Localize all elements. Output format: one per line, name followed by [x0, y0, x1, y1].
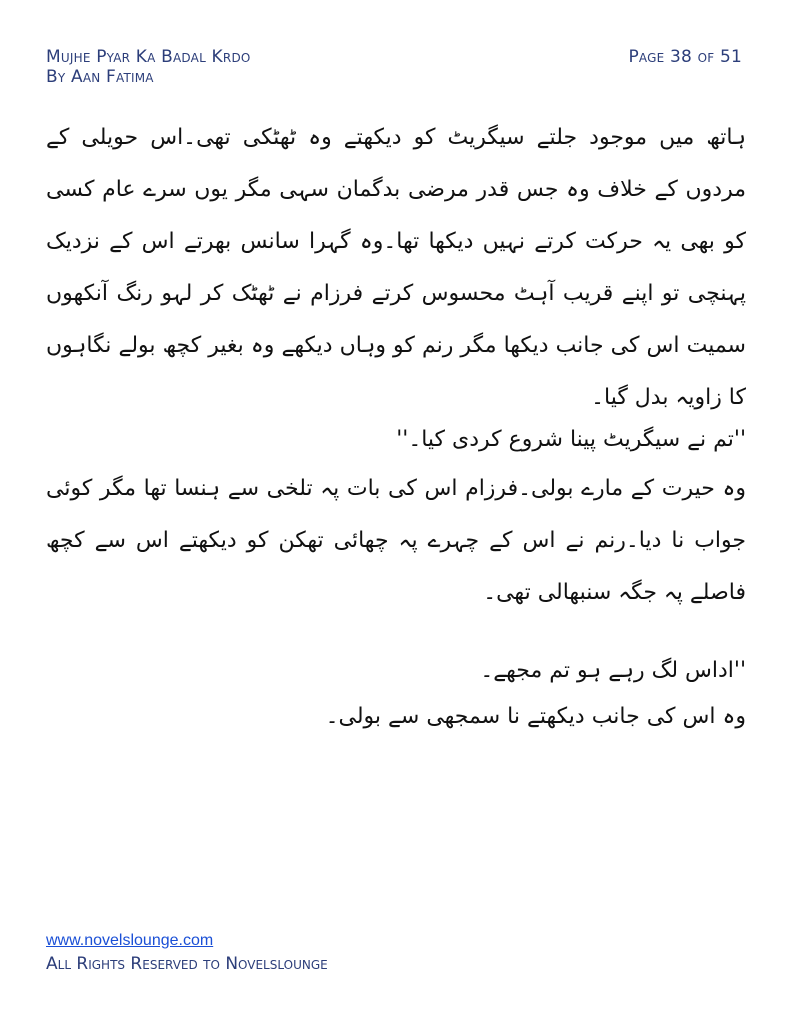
- page-number: Page 38 of 51: [628, 47, 742, 67]
- story-text: [46, 112, 746, 740]
- rights-notice: All Rights Reserved to Novelslounge: [46, 954, 328, 974]
- paragraph: ہاتھ میں موجود جلتے سیگریٹ کو دیکھتے وہ ٹھٹکی تھی۔اس حویلی کے مردوں کے خلاف وہ جس قدر مرضی بدگمان سہی مگر یوں سرے عام کسی کو بھی یہ حرکت کرتے نہیں دیکھا تھا۔وہ گہرا سانس بھرتے اس کے نزدیک پہنچی تو اپنے قریب آہٹ محسوس کرتے فرزام نے ٹھٹک کر لہو رنگ آنکھوں سمیت اس کی جانب دیکھا مگر رنم کو وہاں دیکھے وہ بغیر کچھ بولے نگاہوں کا زاویہ بدل گیا۔: [46, 125, 746, 410]
- author-name: By Aan Fatima: [46, 67, 154, 87]
- dialogue-line: ''اداس لگ رہے ہو تم مجھے۔: [480, 658, 746, 683]
- dialogue-line: ''تم نے سیگریٹ پینا شروع کردی کیا۔'': [396, 427, 746, 452]
- paragraph: وہ اس کی جانب دیکھتے نا سمجھی سے بولی۔: [325, 704, 746, 729]
- novel-title: Mujhe Pyar Ka Badal Krdo: [46, 47, 251, 67]
- paragraph: وہ حیرت کے مارے بولی۔فرزام اس کی بات پہ تلخی سے ہنسا تھا مگر کوئی جواب نا دیا۔رنم نے اس کے چہرے پہ چھائی تھکن کو دیکھتے اس سے کچھ فاصلے پہ جگہ سنبھالی تھی۔: [46, 476, 746, 605]
- website-link[interactable]: www.novelslounge.com: [46, 932, 214, 949]
